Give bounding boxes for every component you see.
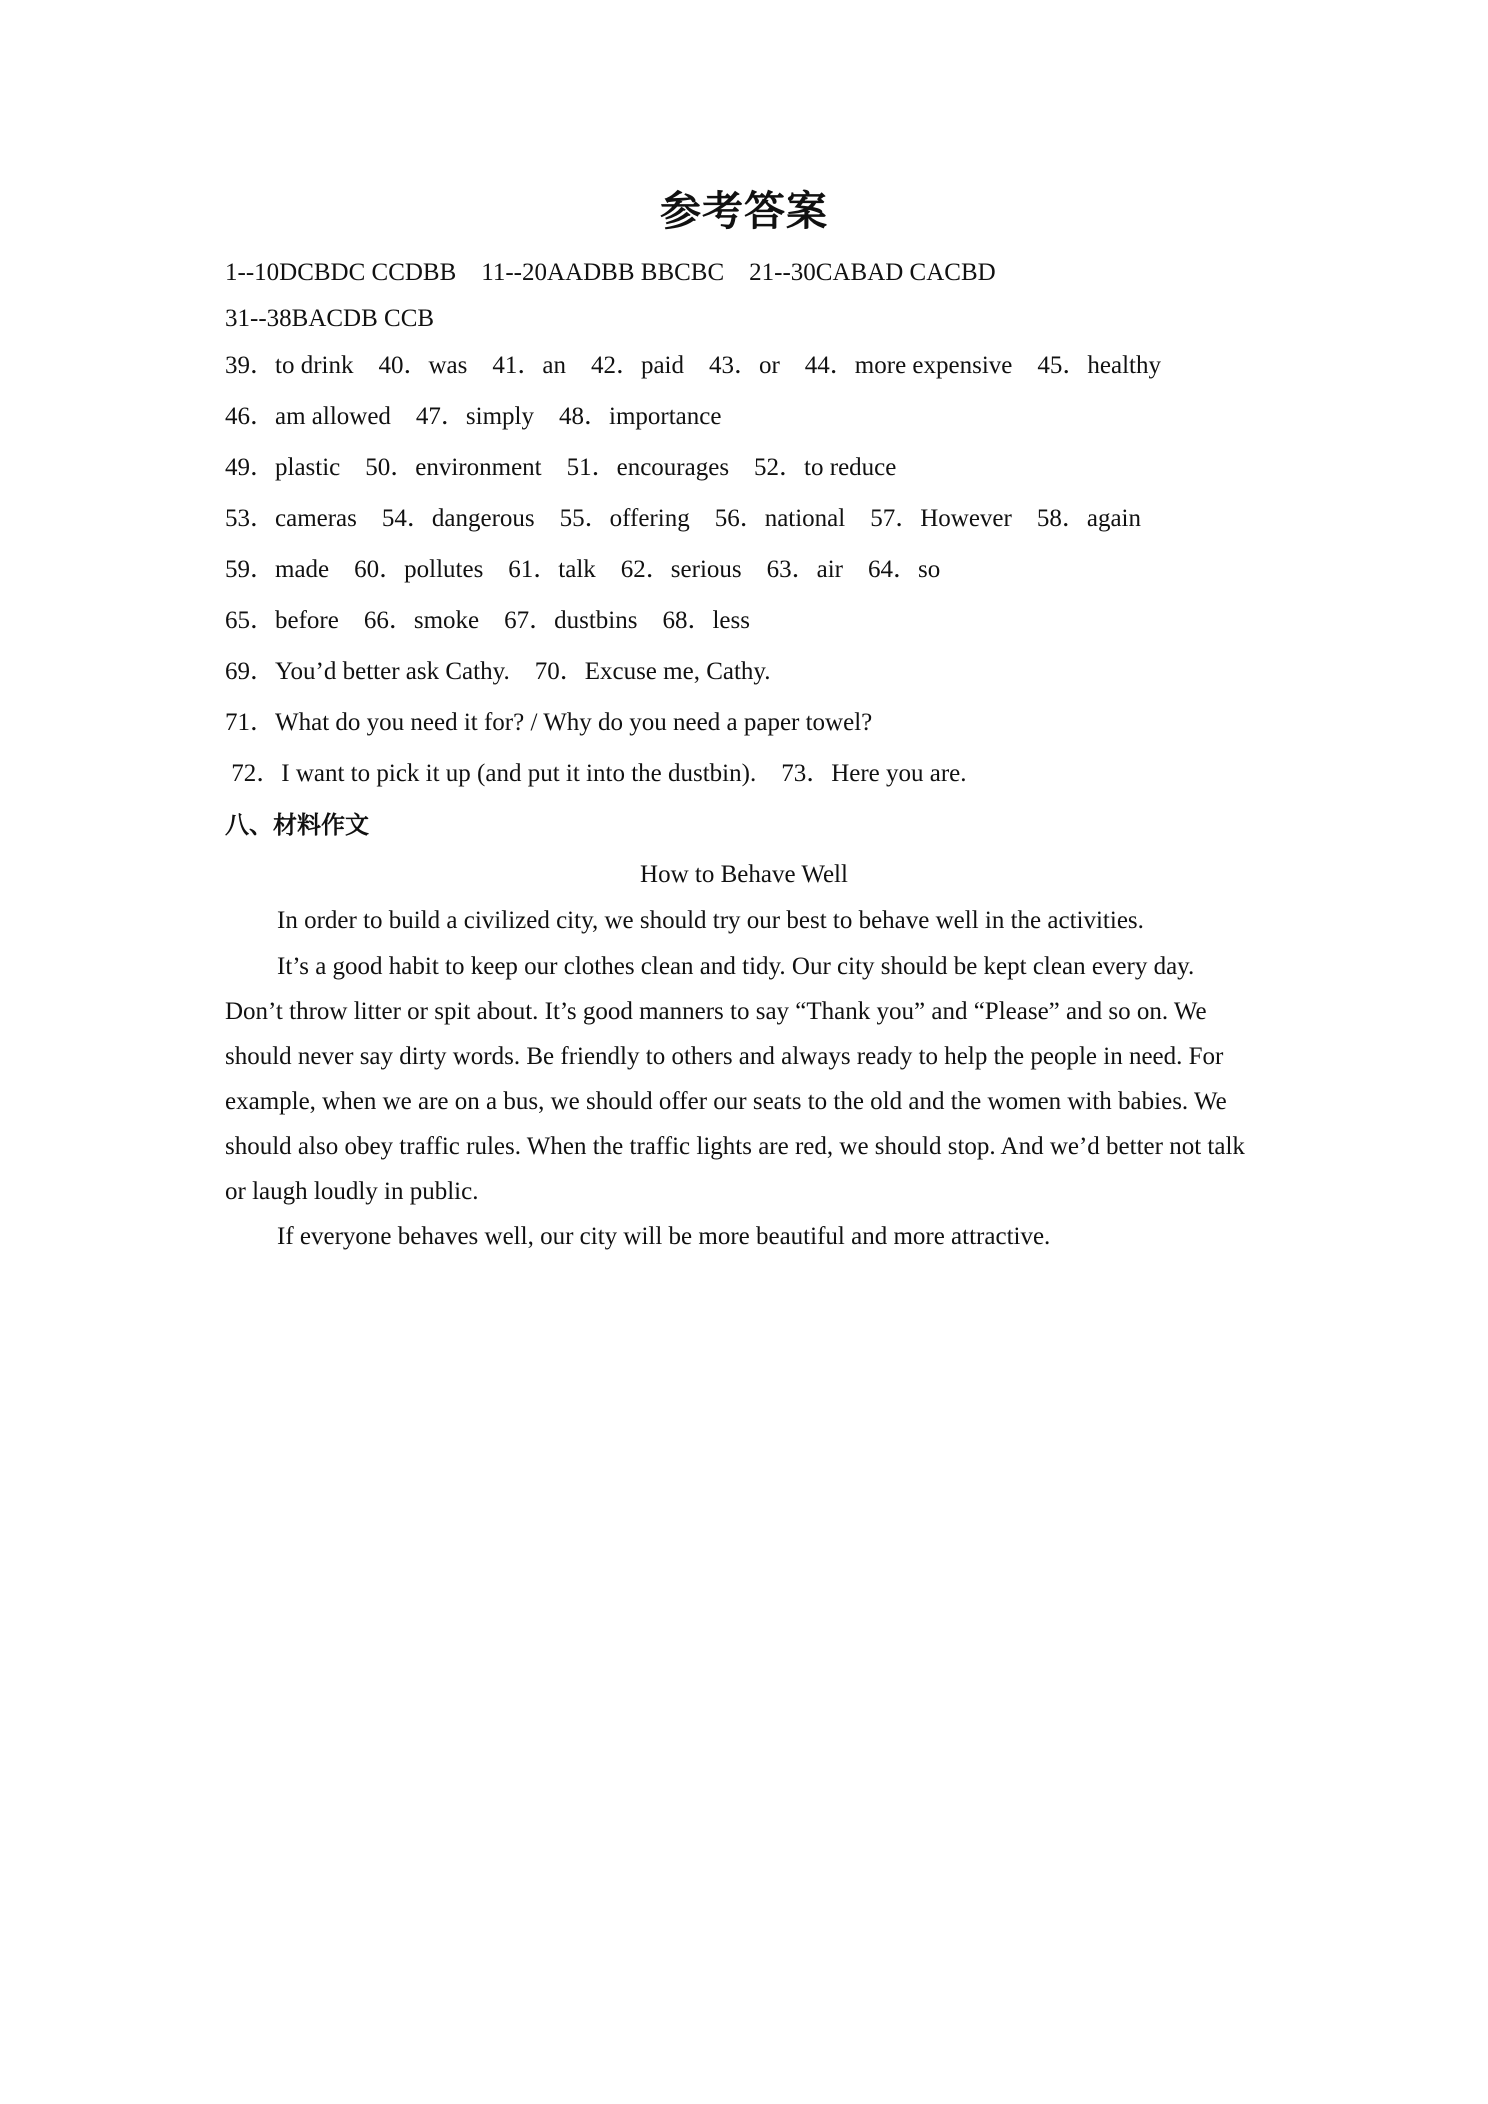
answer-line-2: 31--38BACDB CCB: [225, 305, 435, 332]
composition-title: How to Behave Well: [640, 861, 848, 888]
answer-line-8: 65．before 66．smoke 67．dustbins 68．less: [225, 607, 750, 634]
composition-paragraph-1: In order to build a civilized city, we should try our best to behave well in the activities.: [277, 907, 1144, 934]
answer-line-4: 46．am allowed 47．simply 48．importance: [225, 403, 722, 430]
answer-line-11: 72．I want to pick it up (and put it into the dustbin). 73．Here you are.: [225, 760, 967, 787]
answer-line-7: 59．made 60．pollutes 61．talk 62．serious 63．air 64．so: [225, 556, 941, 583]
answer-line-1: 1--10DCBDC CCDBB 11--20AADBB BBCBC 21--30CABAD CACBD: [225, 259, 996, 286]
page-title: 参考答案: [660, 187, 828, 235]
composition-paragraph-2: It’s a good habit to keep our clothes clean and tidy. Our city should be kept clean every day. Don’t throw litter or spit about. It’s good manners to say “Thank you” and “Please” and so on. We should never say dirty words. Be friendly to others and always ready to help the people in need. For example, when we are on a bus, we should offer our seats to the old and the women with babies. We should also obey traffic rules. When the traffic lights are red, we should stop. And we’d better not talk or laugh loudly in public.: [225, 953, 1245, 1205]
answer-line-10: 71．What do you need it for? / Why do you need a paper towel?: [225, 709, 873, 736]
answer-line-9: 69．You’d better ask Cathy. 70．Excuse me, Cathy.: [225, 658, 771, 685]
section-heading: 八、材料作文: [225, 811, 369, 839]
answer-line-6: 53．cameras 54．dangerous 55．offering 56．national 57．However 58．again: [225, 505, 1141, 532]
answer-line-3: 39．to drink 40．was 41．an 42．paid 43．or 44．more expensive 45．healthy: [225, 352, 1161, 379]
answer-line-5: 49．plastic 50．environment 51．encourages 52．to reduce: [225, 454, 897, 481]
composition-paragraph-3: If everyone behaves well, our city will be more beautiful and more attractive.: [277, 1223, 1051, 1250]
